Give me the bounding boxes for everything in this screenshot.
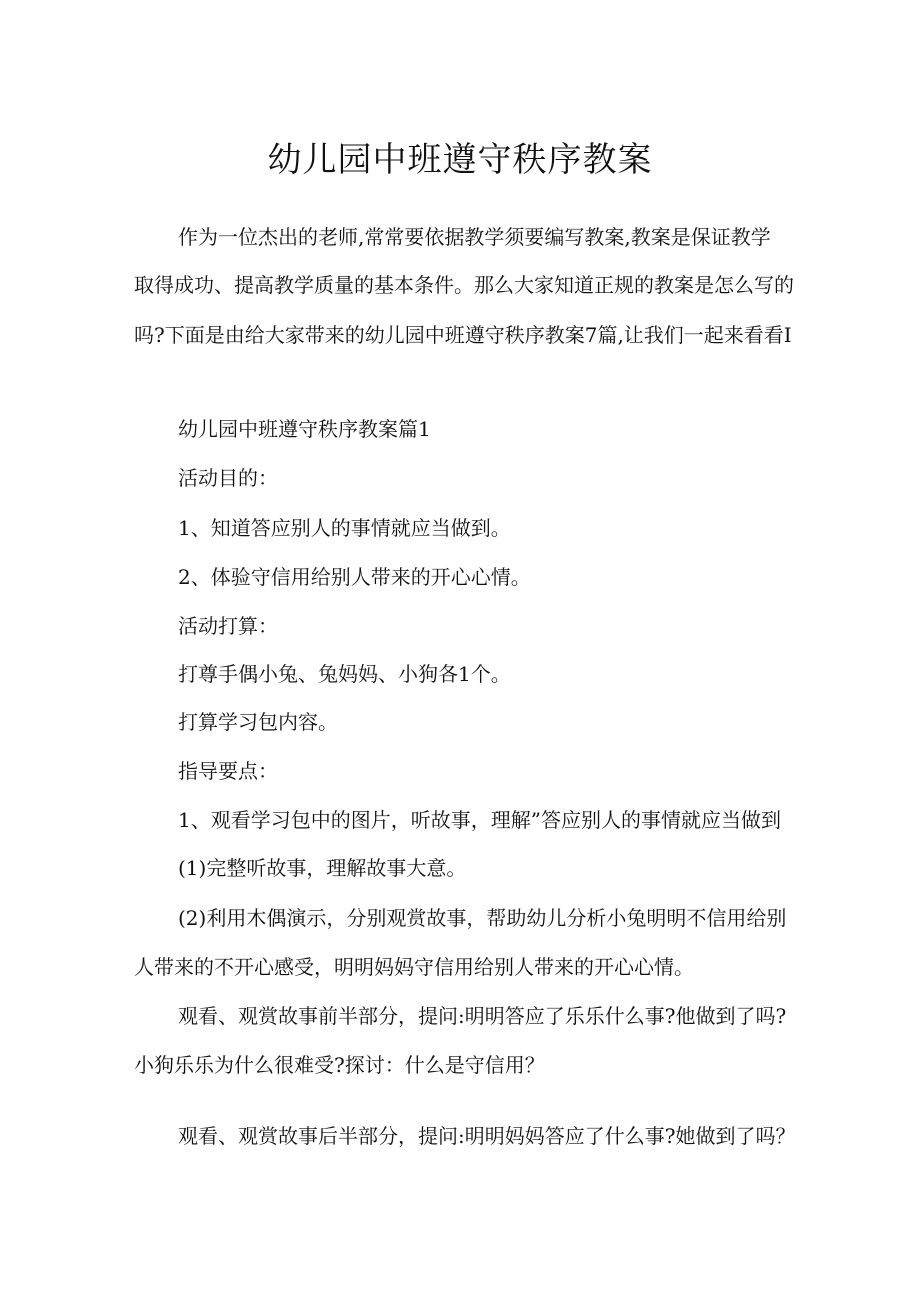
body-line: 小狗乐乐为什么很难受?探讨：什么是守信用？ xyxy=(134,1053,545,1077)
document-title: 幼儿园中班遵守秩序教案 xyxy=(267,140,653,180)
intro-line-2: 取得成功、提高教学质量的基本条件。那么大家知道正规的教案是怎么写的 xyxy=(134,273,794,297)
body-line: (2)利用木偶演示，分别观赏故事，帮助幼儿分析小兔明明不信用给别 xyxy=(178,906,787,930)
body-line: (1)完整听故事，理解故事大意。 xyxy=(178,856,467,880)
body-line: 1、观看学习包中的图片，听故事，理解”答应别人的事情就应当做到 xyxy=(178,808,781,832)
body-line: 人带来的不开心感受，明明妈妈守信用给别人带来的开心心情。 xyxy=(134,955,694,979)
body-line: 指导要点： xyxy=(178,759,278,783)
intro-line-3: 吗?下面是由给大家带来的幼儿园中班遵守秩序教案7篇,让我们一起来看看I xyxy=(134,323,792,347)
body-line: 观看、观赏故事后半部分，提问:明明妈妈答应了什么事?她做到了吗？ xyxy=(178,1124,796,1148)
intro-line-1: 作为一位杰出的老师,常常要依据教学须要编写教案,教案是保证教学 xyxy=(178,225,771,249)
body-line: 活动打算： xyxy=(178,614,278,638)
body-line: 打尊手偶小兔、兔妈妈、小狗各1个。 xyxy=(178,662,511,686)
body-line: 活动目的： xyxy=(178,466,278,490)
body-line: 观看、观赏故事前半部分，提问:明明答应了乐乐什么事?他做到了吗? xyxy=(178,1004,787,1028)
body-line: 1、知道答应别人的事情就应当做到。 xyxy=(178,516,511,540)
section-heading: 幼儿园中班遵守秩序教案篇1 xyxy=(178,417,431,441)
body-line: 打算学习包内容。 xyxy=(178,710,338,734)
body-line: 2、体验守信用给别人带来的开心心情。 xyxy=(178,565,531,589)
